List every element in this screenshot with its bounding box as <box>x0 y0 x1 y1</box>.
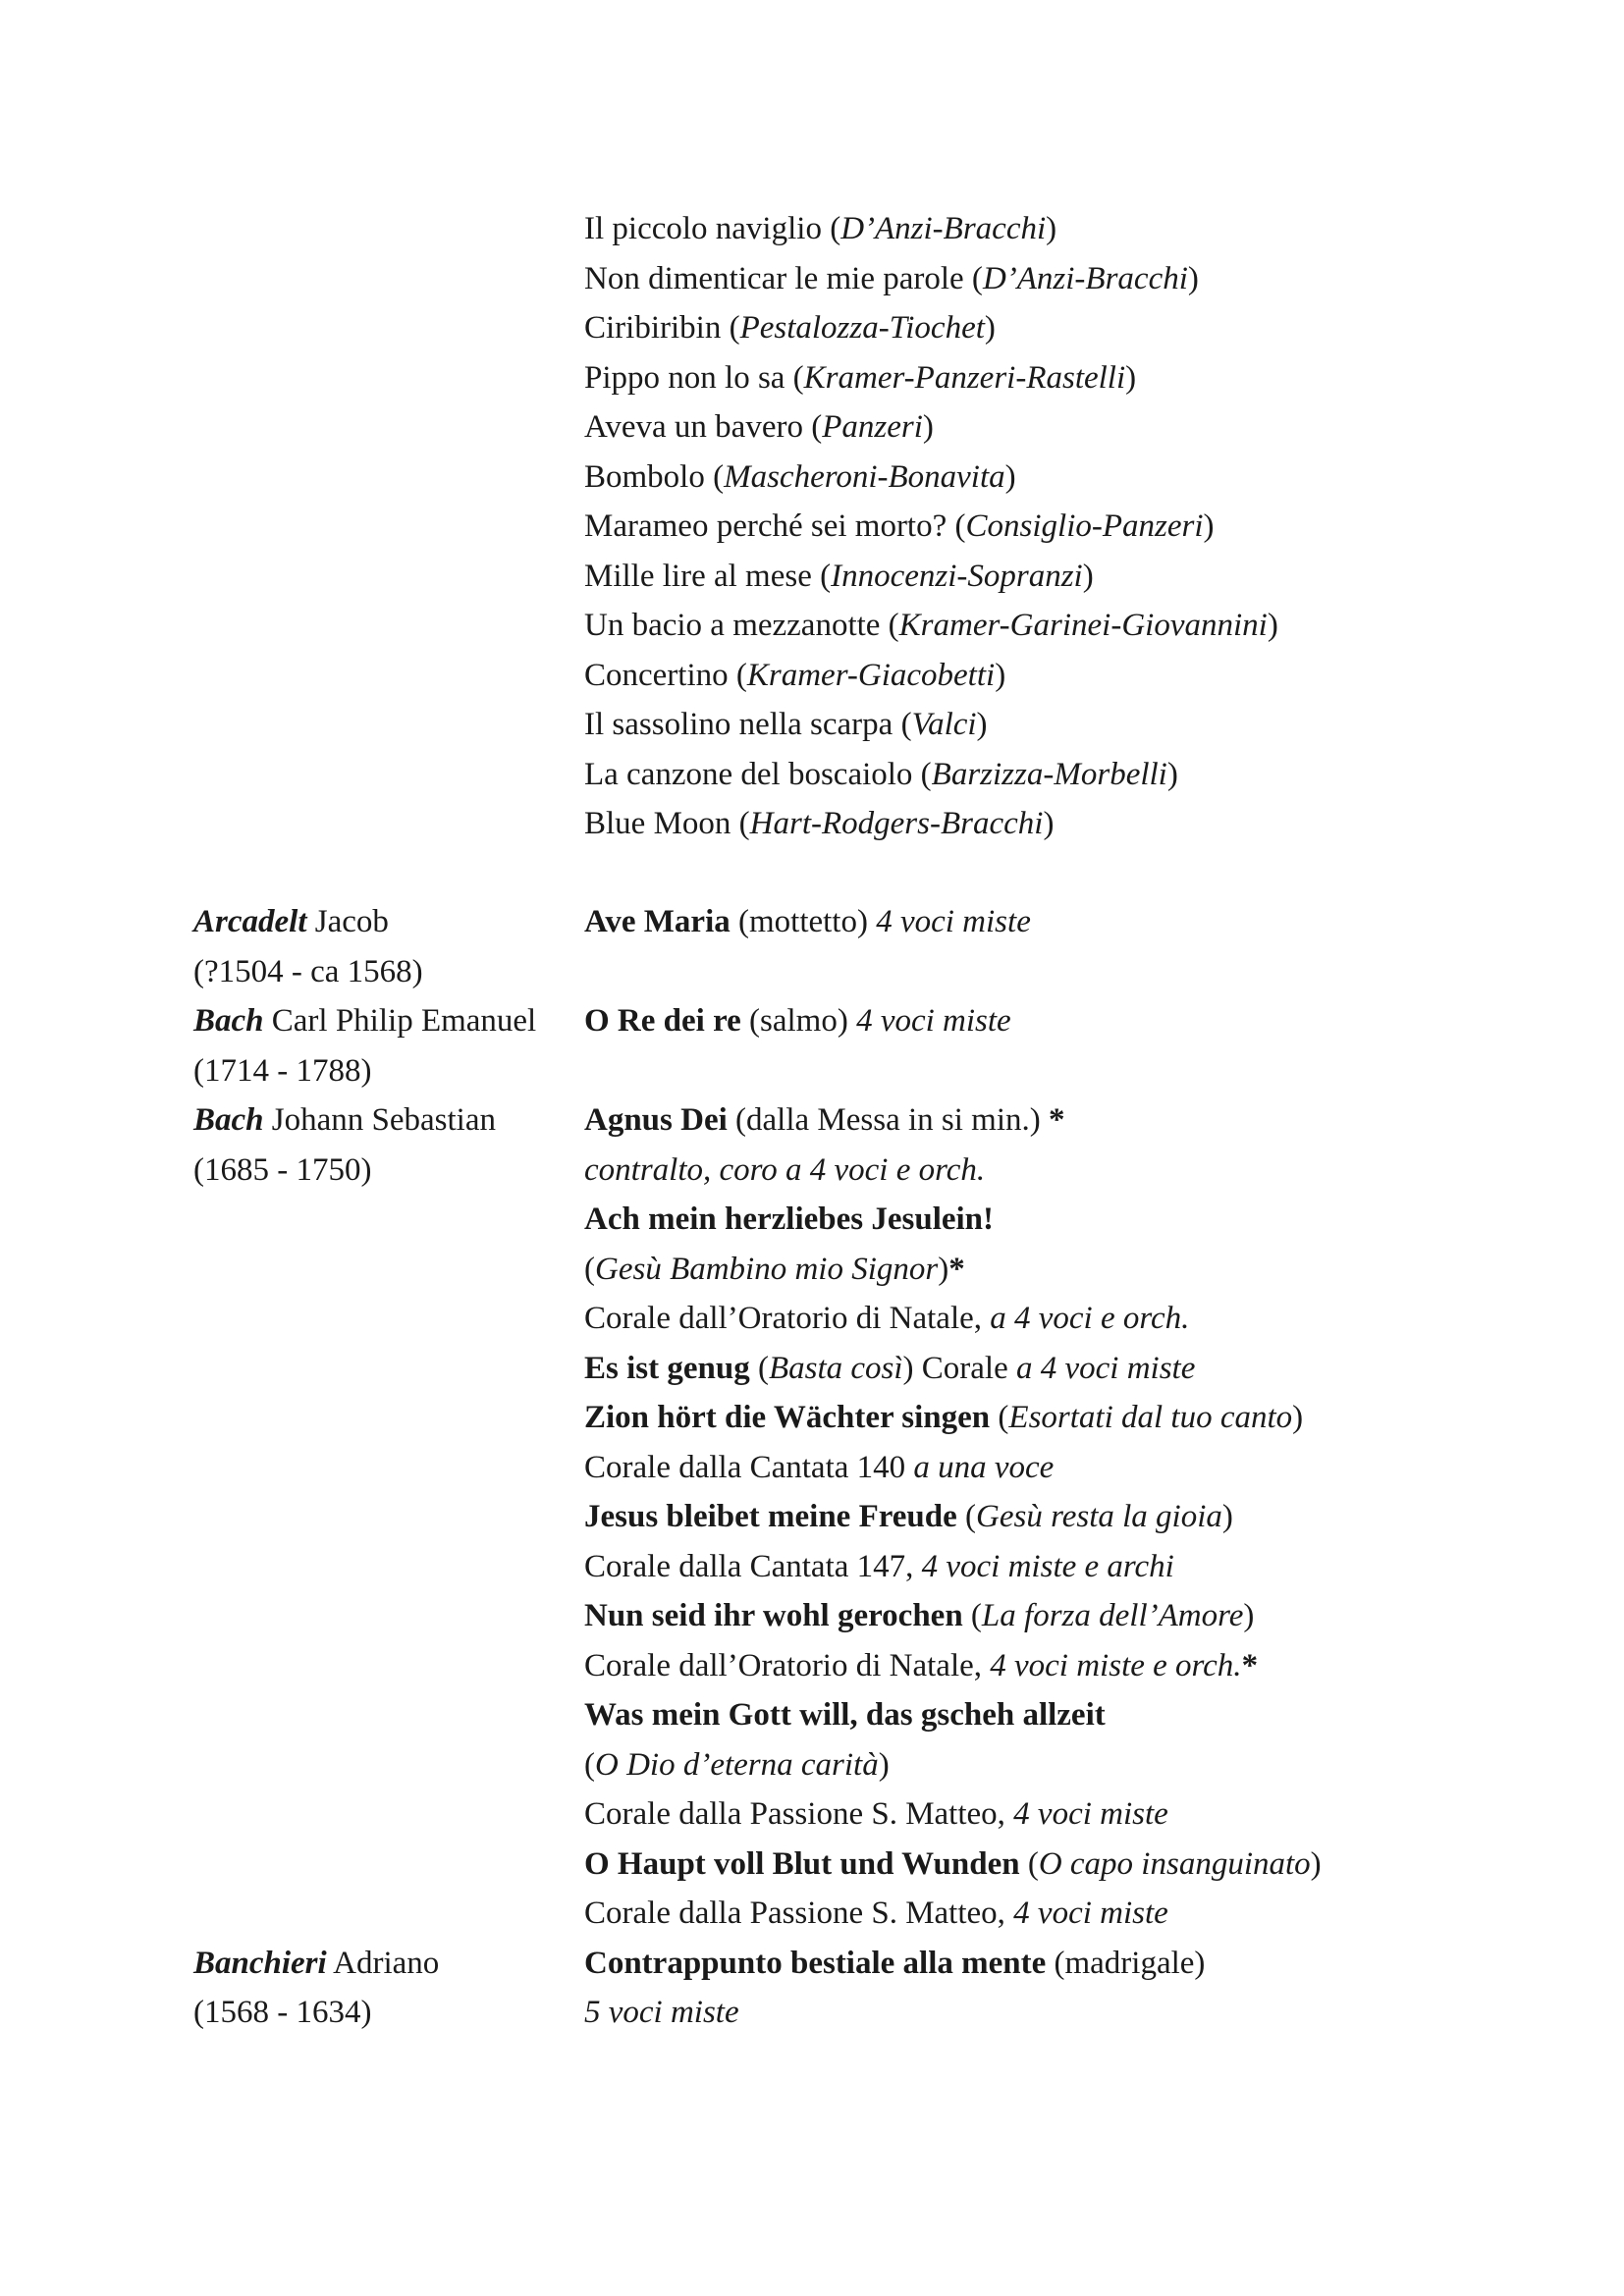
text-segment: * <box>948 1251 965 1287</box>
composer-dates <box>193 1988 584 2038</box>
work-line <box>584 1095 1566 1146</box>
text-segment: Contrappunto bestiale alla mente <box>584 1945 1047 1981</box>
text-segment: Il sassolino nella scarpa ( <box>584 707 912 742</box>
song-list-item <box>584 651 1566 701</box>
song-list-item <box>584 700 1566 750</box>
text-segment: (madrigale) <box>1046 1945 1206 1981</box>
text-segment: Ciribiribin ( <box>584 310 740 346</box>
song-list-item <box>584 303 1566 353</box>
text-segment: O Haupt voll Blut und Wunden <box>584 1845 1020 1882</box>
text-segment: ) <box>1267 608 1278 643</box>
text-segment: ) <box>1243 1598 1255 1633</box>
text-segment: (1685 - 1750) <box>193 1151 372 1188</box>
text-segment: 4 voci miste <box>876 904 1031 939</box>
song-list-item <box>584 453 1566 503</box>
text-segment: a 4 voci e orch. <box>990 1301 1190 1336</box>
song-list-item <box>584 502 1566 552</box>
text-segment: ( <box>584 1746 595 1783</box>
text-segment: * <box>1241 1647 1259 1683</box>
text-segment: Agnus Dei <box>584 1102 728 1138</box>
composer-info <box>193 996 584 1095</box>
work-line <box>584 1840 1566 1890</box>
text-segment: ) <box>1043 806 1055 841</box>
song-list <box>584 204 1566 849</box>
text-segment: (dalla Messa in si min.) <box>727 1102 1049 1138</box>
text-segment: Corale dalla Cantata 140 <box>584 1449 914 1485</box>
work-line <box>584 1939 1566 1989</box>
works-list <box>584 1939 1566 2038</box>
text-segment: Corale dall’Oratorio di Natale, <box>584 1647 991 1683</box>
text-segment: ) <box>1082 558 1094 594</box>
text-segment: a 4 voci miste <box>1016 1350 1196 1386</box>
works-list <box>584 1095 1566 1939</box>
text-segment: ) <box>922 409 934 445</box>
composer-dates <box>193 1146 584 1196</box>
text-segment: ) <box>976 707 988 742</box>
text-segment: ( <box>956 1499 977 1534</box>
text-segment: O Re dei re <box>584 1003 741 1039</box>
work-line <box>584 1591 1566 1641</box>
work-line <box>584 1988 1566 2038</box>
text-segment: contralto, coro a 4 voci e orch. <box>584 1151 986 1188</box>
text-segment: Concertino ( <box>584 657 747 693</box>
text-segment: Corale dalla Passione S. Matteo, <box>584 1796 1014 1832</box>
text-segment: Adriano <box>326 1945 440 1981</box>
song-list-item <box>584 353 1566 403</box>
work-line <box>584 996 1566 1046</box>
text-segment: Ach mein herzliebes Jesulein! <box>584 1201 995 1237</box>
composer-name <box>193 1939 584 1989</box>
text-segment: Banchieri <box>193 1945 327 1981</box>
work-line <box>584 1542 1566 1592</box>
text-segment: Gesù Bambino mio Signor <box>595 1251 939 1287</box>
text-segment: Corale dalla Cantata 147, <box>584 1548 922 1584</box>
text-segment: D’Anzi-Bracchi <box>840 211 1047 246</box>
text-segment: (1568 - 1634) <box>193 1995 372 2030</box>
work-line <box>584 1789 1566 1840</box>
text-segment: Nun seid ihr wohl gerochen <box>584 1598 963 1633</box>
text-segment: Esortati dal tuo canto <box>1008 1400 1293 1435</box>
text-segment: Kramer-Garinei-Giovannini <box>898 608 1268 643</box>
composer-info <box>193 897 584 996</box>
work-line <box>584 1443 1566 1493</box>
text-segment: ) <box>984 310 996 346</box>
text-segment: ) <box>1125 359 1137 396</box>
text-segment: Es ist genug <box>584 1350 750 1386</box>
text-segment: a una voce <box>913 1449 1055 1485</box>
text-segment: (salmo) <box>740 1003 857 1039</box>
composer-name <box>193 996 584 1046</box>
text-segment: Pippo non lo sa ( <box>584 359 804 396</box>
text-segment: Barzizza-Morbelli <box>931 756 1167 792</box>
text-segment: ) <box>995 657 1006 693</box>
work-line <box>584 1195 1566 1245</box>
text-segment: Innocenzi-Sopranzi <box>831 558 1083 594</box>
text-segment: 4 voci miste <box>856 1003 1011 1039</box>
work-line <box>584 1492 1566 1542</box>
text-segment: Kramer-Panzeri-Rastelli <box>803 359 1126 396</box>
text-segment: Blue Moon ( <box>584 806 750 841</box>
composer-entry <box>193 1939 1568 2038</box>
composer-info <box>193 1095 584 1195</box>
composer-entries <box>193 897 1568 2038</box>
song-list-item <box>584 601 1566 651</box>
text-segment: Jesus bleibet meine Freude <box>584 1499 957 1534</box>
work-line <box>584 1245 1566 1295</box>
composer-entry <box>193 996 1568 1095</box>
text-segment: Ave Maria <box>584 904 731 939</box>
text-segment: Basta così <box>768 1350 903 1386</box>
text-segment: 4 voci miste <box>1013 1796 1168 1832</box>
text-segment: Arcadelt <box>193 904 307 939</box>
text-segment: ) <box>1046 211 1057 246</box>
text-segment: ( <box>990 1400 1009 1435</box>
work-line <box>584 897 1566 947</box>
text-segment: Aveva un bavero ( <box>584 409 823 445</box>
text-segment: Un bacio a mezzanotte ( <box>584 608 899 643</box>
text-segment: Bach <box>193 1003 264 1039</box>
text-segment: Corale dalla Passione S. Matteo, <box>584 1896 1014 1931</box>
work-line <box>584 1393 1566 1443</box>
text-segment: Bach <box>193 1102 264 1138</box>
text-segment: * <box>1048 1102 1065 1138</box>
text-segment: Consiglio-Panzeri <box>965 508 1204 544</box>
text-segment: ( <box>962 1598 982 1633</box>
text-segment: O capo insanguinato <box>1038 1845 1311 1882</box>
work-line <box>584 1344 1566 1394</box>
composer-info <box>193 1939 584 2038</box>
work-line <box>584 1740 1566 1790</box>
text-segment: Jacob <box>306 904 389 939</box>
composer-entry <box>193 1095 1568 1939</box>
text-segment: (?1504 - ca 1568) <box>193 953 423 989</box>
works-list <box>584 996 1566 1046</box>
text-segment: Bombolo ( <box>584 458 725 495</box>
text-segment: ( <box>584 1251 595 1287</box>
text-segment: La canzone del boscaiolo ( <box>584 756 932 792</box>
text-segment: ( <box>749 1350 769 1386</box>
text-segment: 4 voci miste e archi <box>921 1548 1174 1584</box>
song-list-item <box>584 402 1566 453</box>
text-segment: 5 voci miste <box>584 1995 739 2030</box>
song-list-item <box>584 552 1566 602</box>
text-segment: D’Anzi-Bracchi <box>982 260 1188 296</box>
works-list <box>584 897 1566 947</box>
text-segment: ) <box>1292 1400 1304 1435</box>
composer-entry <box>193 897 1568 996</box>
text-segment: Marameo perché sei morto? ( <box>584 508 966 544</box>
text-segment: Zion hört die Wächter singen <box>584 1400 991 1435</box>
composer-dates <box>193 947 584 997</box>
text-segment: ) <box>878 1746 890 1783</box>
text-segment: Corale dall’Oratorio di Natale, <box>584 1301 991 1336</box>
song-list-item <box>584 799 1566 849</box>
work-line <box>584 1294 1566 1344</box>
text-segment: Was mein Gott will, das gscheh allzeit <box>584 1697 1106 1733</box>
work-line <box>584 1146 1566 1196</box>
text-segment: Gesù resta la gioia <box>976 1499 1222 1534</box>
text-segment: O Dio d’eterna carità <box>595 1746 879 1783</box>
text-segment: ) <box>1187 260 1199 296</box>
text-segment: (mottetto) <box>730 904 877 939</box>
text-segment: Mille lire al mese ( <box>584 558 832 594</box>
text-segment: Kramer-Giacobetti <box>746 657 996 693</box>
text-segment: ) <box>1004 458 1016 495</box>
text-segment: Il piccolo naviglio ( <box>584 211 841 246</box>
work-line <box>584 1641 1566 1691</box>
text-segment: 4 voci miste e orch. <box>990 1647 1242 1683</box>
text-segment: Mascheroni-Bonavita <box>724 458 1005 495</box>
text-segment: 4 voci miste <box>1013 1896 1168 1931</box>
text-segment: Carl Philip Emanuel <box>263 1003 537 1039</box>
text-segment: Non dimenticar le mie parole ( <box>584 260 983 296</box>
text-segment: ) <box>1221 1499 1233 1534</box>
song-list-item <box>584 254 1566 304</box>
song-list-item <box>584 204 1566 254</box>
composer-name <box>193 897 584 947</box>
text-segment: Hart-Rodgers-Bracchi <box>749 806 1044 841</box>
text-segment: ) <box>1166 756 1178 792</box>
composer-dates <box>193 1046 584 1096</box>
text-segment: ) <box>1203 508 1215 544</box>
text-segment: Valci <box>911 707 977 742</box>
composer-name <box>193 1095 584 1146</box>
text-segment: Pestalozza-Tiochet <box>739 310 985 346</box>
text-segment: ) <box>1310 1845 1322 1882</box>
text-segment: Panzeri <box>822 409 923 445</box>
text-segment: (1714 - 1788) <box>193 1052 372 1089</box>
work-line <box>584 1690 1566 1740</box>
text-segment: ) <box>938 1251 949 1287</box>
text-segment: La forza dell’Amore <box>981 1598 1244 1633</box>
text-segment: ) Corale <box>902 1350 1016 1386</box>
text-segment: ( <box>1019 1845 1039 1882</box>
text-segment: Johann Sebastian <box>263 1102 496 1138</box>
song-list-item <box>584 750 1566 800</box>
work-line <box>584 1889 1566 1939</box>
